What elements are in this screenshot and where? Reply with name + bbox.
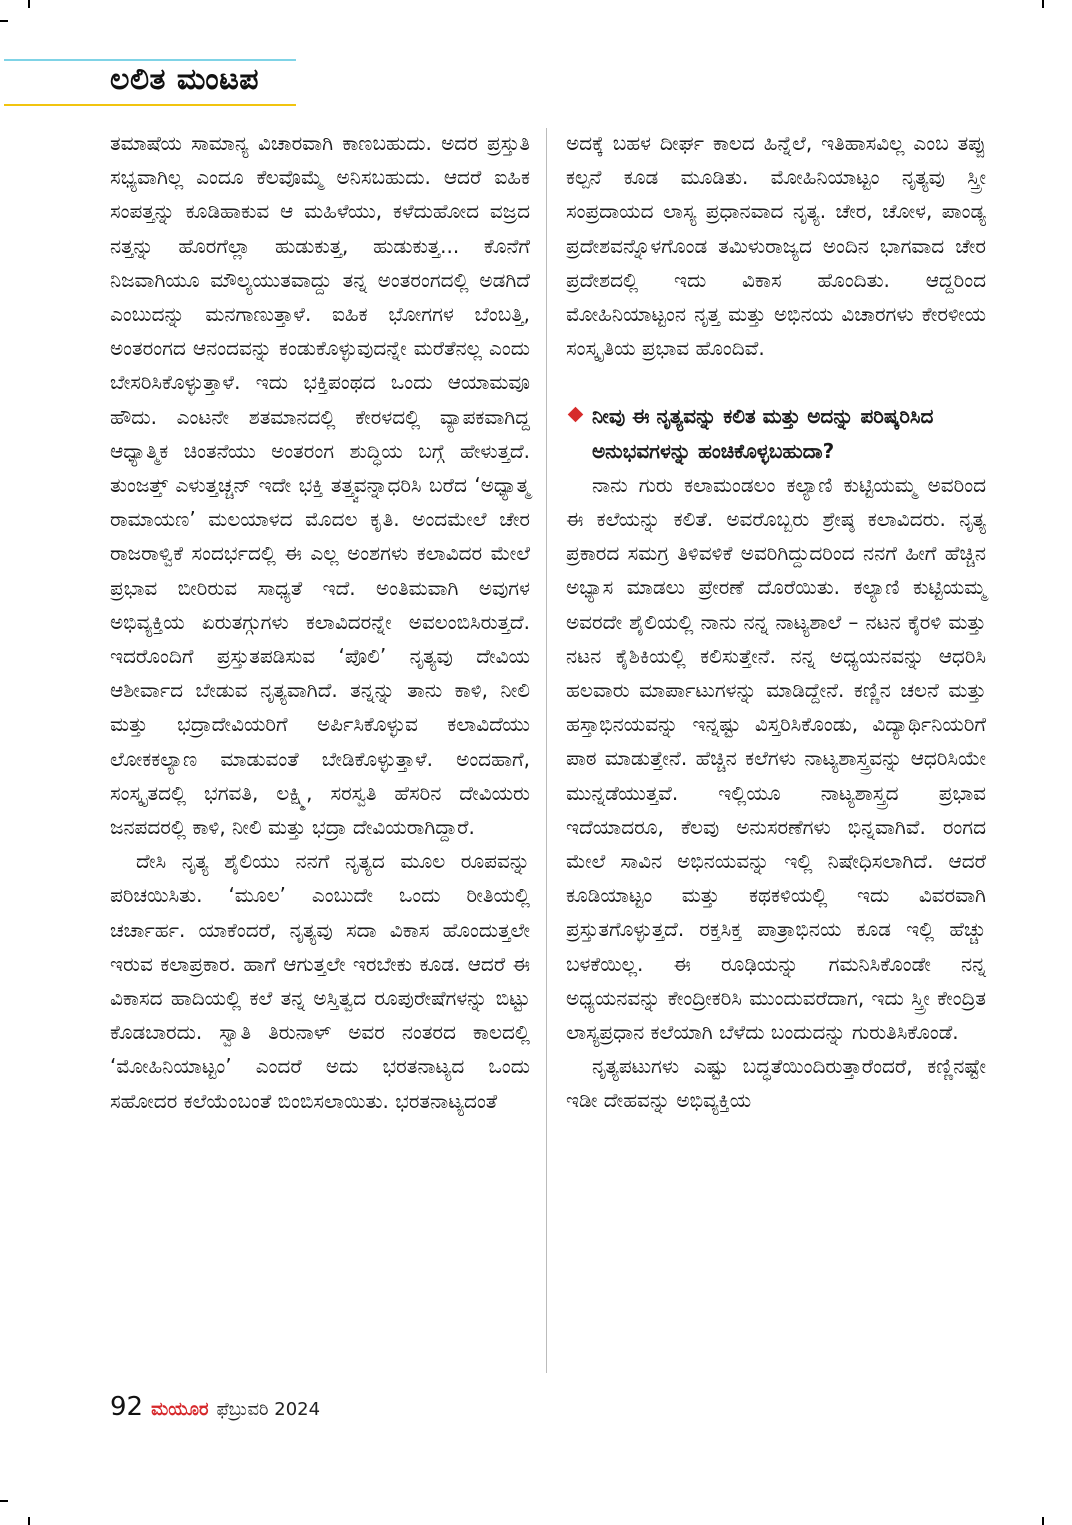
- paragraph: ಅದಕ್ಕೆ ಬಹಳ ದೀರ್ಘ ಕಾಲದ ಹಿನ್ನೆಲೆ, ಇತಿಹಾಸವಿಲ್ಲ ಎಂಬ ತಪ್ಪು ಕಲ್ಪನೆ ಕೂಡ ಮೂಡಿತು. ಮೋಹಿನಿಯಾಟ್ಟಂ ನೃತ್ಯವು ಸ್ತ್ರೀ ಸಂಪ್ರದಾಯದ ಲಾಸ್ಯ ಪ್ರಧಾನವಾದ ನೃತ್ಯ. ಚೇರ, ಚೋಳ, ಪಾಂಡ್ಯ ಪ್ರದೇಶವನ್ನೊಳಗೊಂಡ ತಮಿಳುರಾಜ್ಯದ ಅಂದಿನ ಭಾಗವಾದ ಚೇರ ಪ್ರದೇಶದಲ್ಲಿ ಇದು ವಿಕಾಸ ಹೊಂದಿತು. ಆದ್ದರಿಂದ ಮೋಹಿನಿಯಾಟ್ಟಂನ ನೃತ್ತ ಮತ್ತು ಅಭಿನಯ ವಿಚಾರಗಳು ಕೇರಳೀಯ ಸಂಸ್ಕೃತಿಯ ಪ್ರಭಾವ ಹೊಂದಿವೆ.: [566, 131, 986, 361]
- paragraph: ದೇಸಿ ನೃತ್ಯ ಶೈಲಿಯು ನನಗೆ ನೃತ್ಯದ ಮೂಲ ರೂಪವನ್ನು ಪರಿಚಯಿಸಿತು. ‘ಮೂಲ’ ಎಂಬುದೇ ಒಂದು ರೀತಿಯಲ್ಲಿ ಚರ್ಚಾರ್ಹ. ಯಾಕೆಂದರೆ, ನೃತ್ಯವು ಸದಾ ವಿಕಾಸ ಹೊಂದುತ್ತಲೇ ಇರುವ ಕಲಾಪ್ರಕಾರ. ಹಾಗೆ ಆಗುತ್ತಲೇ ಇರಬೇಕು ಕೂಡ. ಆದರೆ ಈ ವಿಕಾಸದ ಹಾದಿಯಲ್ಲಿ ಕಲೆ ತನ್ನ ಅಸ್ತಿತ್ವದ ರೂಪುರೇಷೆಗಳನ್ನು ಬಿಟ್ಟು ಕೊಡಬಾರದು. ಸ್ವಾತಿ ತಿರುನಾಳ್ ಅವರ ನಂತರದ ಕಾಲದಲ್ಲಿ ‘ಮೋಹಿನಿಯಾಟ್ಟಂ’ ಎಂದರೆ ಅದು ಭರತನಾಟ್ಯದ ಒಂದು ಸಹೋದರ ಕಲೆಯೆಂಬಂತೆ ಬಿಂಬಿಸಲಾಯಿತು. ಭರತನಾಟ್ಯದಂತೆ: [110, 849, 530, 1113]
- left-column: [110, 126, 530, 1118]
- header-top-rule: [4, 59, 296, 61]
- page-number: 92: [110, 1392, 144, 1422]
- page-footer: [110, 1392, 320, 1428]
- column-divider: [546, 128, 547, 1373]
- right-column: [566, 126, 986, 1118]
- interview-question: [566, 399, 986, 467]
- paragraph: ನಾನು ಗುರು ಕಲಾಮಂಡಲಂ ಕಲ್ಯಾಣಿ ಕುಟ್ಟಿಯಮ್ಮ ಅವರಿಂದ ಈ ಕಲೆಯನ್ನು ಕಲಿತೆ. ಅವರೊಬ್ಬರು ಶ್ರೇಷ್ಠ ಕಲಾವಿದರು. ನೃತ್ಯ ಪ್ರಕಾರದ ಸಮಗ್ರ ತಿಳಿವಳಿಕೆ ಅವರಿಗಿದ್ದುದರಿಂದ ನನಗೆ ಹೀಗೆ ಹೆಚ್ಚಿನ ಅಭ್ಯಾಸ ಮಾಡಲು ಪ್ರೇರಣೆ ದೊರೆಯಿತು. ಕಲ್ಯಾಣಿ ಕುಟ್ಟಿಯಮ್ಮ ಅವರದೇ ಶೈಲಿಯಲ್ಲಿ ನಾನು ನನ್ನ ನಾಟ್ಯಶಾಲೆ – ನಟನ ಕೈರಳಿ ಮತ್ತು ನಟನ ಕೈಶಿಕಿಯಲ್ಲಿ ಕಲಿಸುತ್ತೇನೆ. ನನ್ನ ಅಧ್ಯಯನವನ್ನು ಆಧರಿಸಿ ಹಲವಾರು ಮಾರ್ಪಾಟುಗಳನ್ನು ಮಾಡಿದ್ದೇನೆ. ಕಣ್ಣಿನ ಚಲನೆ ಮತ್ತು ಹಸ್ತಾಭಿನಯವನ್ನು ಇನ್ನಷ್ಟು ವಿಸ್ತರಿಸಿಕೊಂಡು, ವಿದ್ಯಾರ್ಥಿನಿಯರಿಗೆ ಪಾಠ ಮಾಡುತ್ತೇನೆ. ಹೆಚ್ಚಿನ ಕಲೆಗಳು ನಾಟ್ಯಶಾಸ್ತ್ರವನ್ನು ಆಧರಿಸಿಯೇ ಮುನ್ನಡೆಯುತ್ತವೆ. ಇಲ್ಲಿಯೂ ನಾಟ್ಯಶಾಸ್ತ್ರದ ಪ್ರಭಾವ ಇದೆಯಾದರೂ, ಕೆಲವು ಅನುಸರಣೆಗಳು ಭಿನ್ನವಾಗಿವೆ. ರಂಗದ ಮೇಲೆ ಸಾವಿನ ಅಭಿನಯವನ್ನು ಇಲ್ಲಿ ನಿಷೇಧಿಸಲಾಗಿದೆ. ಆದರೆ ಕೂಡಿಯಾಟ್ಟಂ ಮತ್ತು ಕಥಕಳಿಯಲ್ಲಿ ಇದು ವಿವರವಾಗಿ ಪ್ರಸ್ತುತಗೊಳ್ಳುತ್ತದೆ. ರಕ್ತಸಿಕ್ತ ಪಾತ್ರಾಭಿನಯ ಕೂಡ ಇಲ್ಲಿ ಹೆಚ್ಚು ಬಳಕೆಯಿಲ್ಲ. ಈ ರೂಢಿಯನ್ನು ಗಮನಿಸಿಕೊಂಡೇ ನನ್ನ ಅಧ್ಯಯನವನ್ನು ಕೇಂದ್ರೀಕರಿಸಿ ಮುಂದುವರೆದಾಗ, ಇದು ಸ್ತ್ರೀ ಕೇಂದ್ರಿತ ಲಾಸ್ಯಪ್ರಧಾನ ಕಲೆಯಾಗಿ ಬೆಳೆದು ಬಂದುದನ್ನು ಗುರುತಿಸಿಕೊಂಡೆ.: [566, 472, 986, 1045]
- crop-mark: [0, 1500, 8, 1502]
- question-text: ನೀವು ಈ ನೃತ್ಯವನ್ನು ಕಲಿತ ಮತ್ತು ಅದನ್ನು ಪರಿಷ್ಕರಿಸಿದ ಅನುಭವಗಳನ್ನು ಹಂಚಿಕೊಳ್ಳಬಹುದಾ?: [592, 404, 934, 463]
- header-bottom-rule: [4, 104, 296, 106]
- crop-mark: [1042, 0, 1044, 8]
- magazine-logo: ಮಯೂರ: [151, 1399, 209, 1420]
- paragraph: ತಮಾಷೆಯ ಸಾಮಾನ್ಯ ವಿಚಾರವಾಗಿ ಕಾಣಬಹುದು. ಅದರ ಪ್ರಸ್ತುತಿ ಸಭ್ಯವಾಗಿಲ್ಲ ಎಂದೂ ಕೆಲವೊಮ್ಮೆ ಅನಿಸಬಹುದು. ಆದರೆ ಐಹಿಕ ಸಂಪತ್ತನ್ನು ಕೂಡಿಹಾಕುವ ಆ ಮಹಿಳೆಯು, ಕಳೆದುಹೋದ ವಜ್ರದ ನತ್ತನ್ನು ಹೊರಗೆಲ್ಲಾ ಹುಡುಕುತ್ತ, ಹುಡುಕುತ್ತ... ಕೊನೆಗೆ ನಿಜವಾಗಿಯೂ ಮೌಲ್ಯಯುತವಾದ್ದು ತನ್ನ ಅಂತರಂಗದಲ್ಲಿ ಅಡಗಿದೆ ಎಂಬುದನ್ನು ಮನಗಾಣುತ್ತಾಳೆ. ಐಹಿಕ ಭೋಗಗಳ ಬೆಂಬತ್ತಿ, ಅಂತರಂಗದ ಆನಂದವನ್ನು ಕಂಡುಕೊಳ್ಳುವುದನ್ನೇ ಮರೆತೆನಲ್ಲ ಎಂದು ಬೇಸರಿಸಿಕೊಳ್ಳುತ್ತಾಳೆ. ಇದು ಭಕ್ತಿಪಂಥದ ಒಂದು ಆಯಾಮವೂ ಹೌದು. ಎಂಟನೇ ಶತಮಾನದಲ್ಲಿ ಕೇರಳದಲ್ಲಿ ವ್ಯಾಪಕವಾಗಿದ್ದ ಆಧ್ಯಾತ್ಮಿಕ ಚಿಂತನೆಯು ಅಂತರಂಗ ಶುದ್ಧಿಯ ಬಗ್ಗೆ ಹೇಳುತ್ತದೆ. ತುಂಜತ್ತ್ ಎಳುತ್ತಚ್ಚನ್ ಇದೇ ಭಕ್ತಿ ತತ್ತ್ವವನ್ನಾಧರಿಸಿ ಬರೆದ ‘ಅಧ್ಯಾತ್ಮ ರಾಮಾಯಣ’ ಮಲಯಾಳದ ಮೊದಲ ಕೃತಿ. ಅಂದಮೇಲೆ ಚೇರ ರಾಜರಾಳ್ವಿಕೆ ಸಂದರ್ಭದಲ್ಲಿ ಈ ಎಲ್ಲ ಅಂಶಗಳು ಕಲಾವಿದರ ಮೇಲೆ ಪ್ರಭಾವ ಬೀರಿರುವ ಸಾಧ್ಯತೆ ಇದೆ. ಅಂತಿಮವಾಗಿ ಅವುಗಳ ಅಭಿವ್ಯಕ್ತಿಯ ಏರುತಗ್ಗುಗಳು ಕಲಾವಿದರನ್ನೇ ಅವಲಂಬಿಸಿರುತ್ತದೆ. ಇದರೊಂದಿಗೆ ಪ್ರಸ್ತುತಪಡಿಸುವ ‘ಪೊಲಿ’ ನೃತ್ಯವು ದೇವಿಯ ಆಶೀರ್ವಾದ ಬೇಡುವ ನೃತ್ಯವಾಗಿದೆ. ತನ್ನನ್ನು ತಾನು ಕಾಳಿ, ನೀಲಿ ಮತ್ತು ಭದ್ರಾದೇವಿಯರಿಗೆ ಅರ್ಪಿಸಿಕೊಳ್ಳುವ ಕಲಾವಿದೆಯು ಲೋಕಕಲ್ಯಾಣ ಮಾಡುವಂತೆ ಬೇಡಿಕೊಳ್ಳುತ್ತಾಳೆ. ಅಂದಹಾಗೆ, ಸಂಸ್ಕೃತದಲ್ಲಿ ಭಗವತಿ, ಲಕ್ಷ್ಮಿ, ಸರಸ್ವತಿ ಹೆಸರಿನ ದೇವಿಯರು ಜನಪದರಲ್ಲಿ ಕಾಳಿ, ನೀಲಿ ಮತ್ತು ಭದ್ರಾ ದೇವಿಯರಾಗಿದ್ದಾರೆ.: [110, 131, 530, 840]
- crop-mark: [0, 20, 8, 22]
- paragraph: ನೃತ್ಯಪಟುಗಳು ಎಷ್ಟು ಬದ್ಧತೆಯಿಂದಿರುತ್ತಾರೆಂದರೆ, ಕಣ್ಣಿನಷ್ಟೇ ಇಡೀ ದೇಹವನ್ನು ಅಭಿವ್ಯಕ್ತಿಯ: [566, 1054, 986, 1113]
- crop-mark: [28, 1517, 30, 1525]
- section-title: ಲಲಿತ ಮಂಟಪ: [110, 62, 260, 97]
- crop-mark: [1042, 1517, 1044, 1525]
- crop-mark: [28, 0, 30, 8]
- red-diamond-bullet-icon: [568, 407, 584, 423]
- issue-date: ಫೆಬ್ರುವರಿ 2024: [216, 1399, 321, 1420]
